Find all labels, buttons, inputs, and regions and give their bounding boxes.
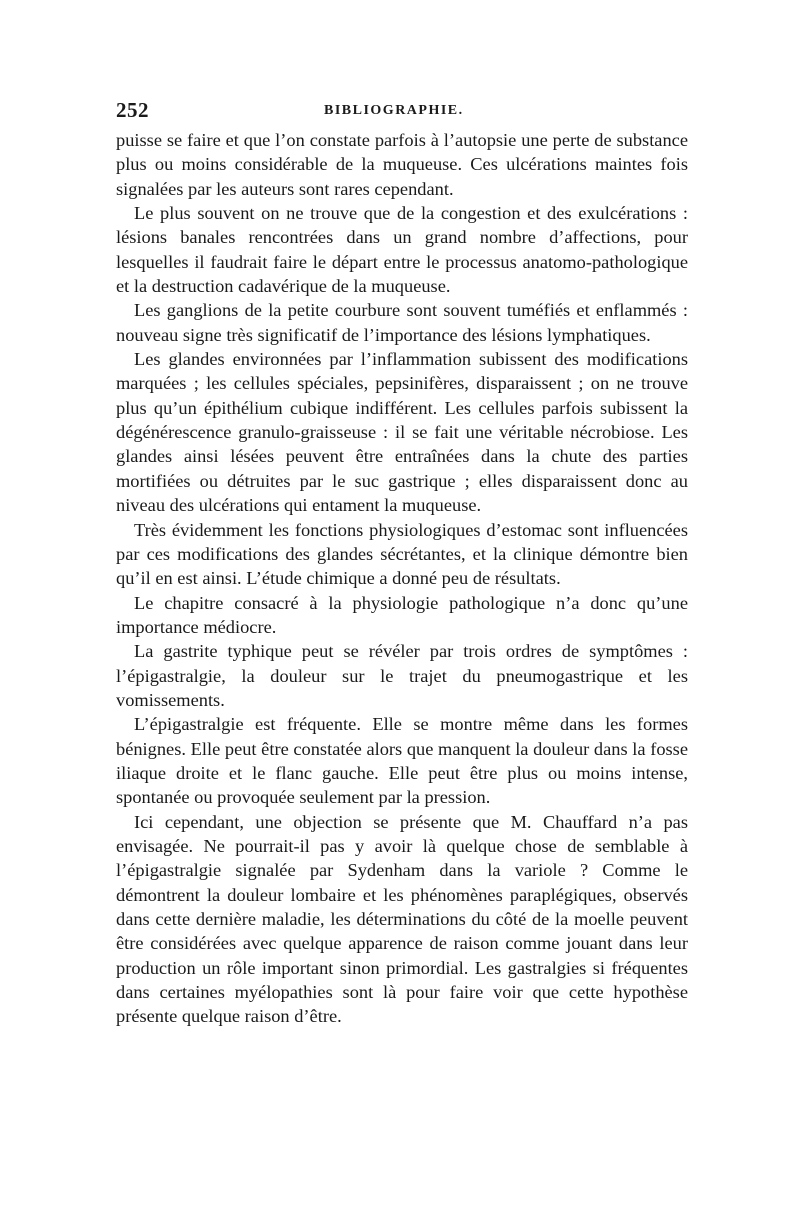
paragraph: Le chapitre consacré à la physiologie pathologique n’a donc qu’une importance médiocre. — [116, 592, 688, 637]
running-head — [116, 98, 688, 128]
paragraph: Le plus souvent on ne trouve que de la congestion et des exulcérations : lésions banales rencontrées dans un grand nombre d’affections, pour lesquelles il faudrait faire le départ entre le processus anatomo-pathologique et la destruction cadavérique de la muqueuse. — [116, 203, 688, 297]
body-text — [116, 128, 688, 1029]
paragraph: La gastrite typhique peut se révéler par trois ordres de symptômes : l’épigastralgie, la douleur sur le trajet du pneumogastrique et les vomissements. — [116, 641, 688, 710]
paragraph: Les glandes environnées par l’inflammation subissent des modifications marquées ; les cellules spéciales, pepsinifères, disparaissent ; on ne trouve plus qu’un épithélium cubique indifférent. Les cellules parfois subissent la dégénérescence granulo-graisseuse : il se fait une véritable nécrobiose. Les glandes ainsi lésées peuvent être entraînées dans la chute des parties mortifiées ou détruites par le suc gastrique ; elles disparaissent donc au niveau des ulcérations qui entament la muqueuse. — [116, 349, 688, 516]
page-number: 252 — [116, 98, 149, 122]
running-title: BIBLIOGRAPHIE. — [324, 103, 464, 118]
paragraph: Ici cependant, une objection se présente que M. Chauffard n’a pas envisagée. Ne pourrait-il pas y avoir là quelque chose de semblable à l’épigastralgie signalée par Sydenham dans la variole ? Comme le démontrent la douleur lombaire et les phénomènes paraplégiques, observés dans cette dernière maladie, les déterminations du côté de la moelle peuvent être considérées avec quelque apparence de raison comme jouant dans leur production un rôle important sinon primordial. Les gastralgies si fréquentes dans certaines myélopathies sont là pour faire voir que cette hypothèse présente quelque raison d’être. — [116, 811, 688, 1027]
paragraph: puisse se faire et que l’on constate parfois à l’autopsie une perte de substance plus ou moins considérable de la muqueuse. Ces ulcérations maintes fois signalées par les auteurs sont rares cependant. — [116, 130, 688, 199]
paragraph: Les ganglions de la petite courbure sont souvent tuméfiés et enflammés : nouveau signe très significatif de l’importance des lésions lymphatiques. — [116, 300, 688, 345]
paragraph: L’épigastralgie est fréquente. Elle se montre même dans les formes bénignes. Elle peut être constatée alors que manquent la douleur dans la fosse iliaque droite et le flanc gauche. Elle peut être plus ou moins intense, spontanée ou provoquée seulement par la pression. — [116, 714, 688, 808]
paragraph: Très évidemment les fonctions physiologiques d’estomac sont influencées par ces modifications des glandes sécrétantes, et la clinique démontre bien qu’il en est ainsi. L’étude chimique a donné peu de résultats. — [116, 519, 688, 589]
